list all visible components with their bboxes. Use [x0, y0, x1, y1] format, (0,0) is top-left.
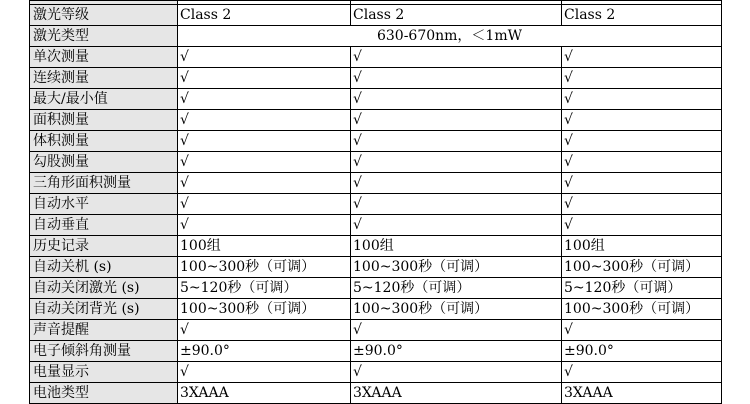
table-row	[30, 194, 722, 215]
value-cell-model-2: √	[351, 131, 562, 152]
value-cell-model-3: 3XAAA	[562, 383, 722, 404]
value-cell-model-3: 100~300秒（可调）	[562, 299, 722, 320]
table-row	[30, 320, 722, 341]
row-label: 单次测量	[30, 47, 178, 68]
value-cell-model-2: 100组	[351, 236, 562, 257]
table-row	[30, 26, 722, 47]
value-cell-model-2: √	[351, 362, 562, 383]
row-label: 激光等级	[30, 5, 178, 26]
value-cell-model-1: √	[178, 194, 351, 215]
value-cell-model-2: √	[351, 89, 562, 110]
value-cell-model-1: √	[178, 173, 351, 194]
row-label: 最大/最小值	[30, 89, 178, 110]
value-cell-model-1: 5~120秒（可调）	[178, 278, 351, 299]
value-cell-model-3: 100组	[562, 236, 722, 257]
value-cell-model-3: √	[562, 362, 722, 383]
value-cell-model-1: √	[178, 89, 351, 110]
value-cell-model-2: √	[351, 152, 562, 173]
row-label: 自动垂直	[30, 215, 178, 236]
value-cell-model-2: √	[351, 215, 562, 236]
row-label: 三角形面积测量	[30, 173, 178, 194]
row-label: 历史记录	[30, 236, 178, 257]
row-label: 自动水平	[30, 194, 178, 215]
value-cell-model-3: √	[562, 47, 722, 68]
value-cell-model-1: ±90.0°	[178, 341, 351, 362]
table-row	[30, 89, 722, 110]
table-row	[30, 362, 722, 383]
row-label: 体积测量	[30, 131, 178, 152]
spec-table-body	[30, 1, 722, 404]
value-cell-model-2: ±90.0°	[351, 341, 562, 362]
value-cell-model-1: √	[178, 320, 351, 341]
value-cell-model-3: √	[562, 173, 722, 194]
table-row	[30, 131, 722, 152]
value-cell-model-2: √	[351, 110, 562, 131]
row-label: 电量显示	[30, 362, 178, 383]
table-row	[30, 173, 722, 194]
value-cell-model-3: √	[562, 194, 722, 215]
value-cell-model-3: √	[562, 215, 722, 236]
value-cell-model-3: √	[562, 131, 722, 152]
table-row	[30, 299, 722, 320]
row-label: 自动关机 (s)	[30, 257, 178, 278]
value-cell-model-2: √	[351, 320, 562, 341]
row-label: 连续测量	[30, 68, 178, 89]
value-cell-model-2: 100~300秒（可调）	[351, 257, 562, 278]
value-cell-model-3: ±90.0°	[562, 341, 722, 362]
value-cell-model-3: √	[562, 68, 722, 89]
value-cell-model-1: Class 2	[178, 5, 351, 26]
value-cell-model-1: 100组	[178, 236, 351, 257]
value-cell-model-1: √	[178, 110, 351, 131]
value-cell-model-1: 100~300秒（可调）	[178, 299, 351, 320]
table-row	[30, 257, 722, 278]
table-row	[30, 110, 722, 131]
value-cell-model-1: 100~300秒（可调）	[178, 257, 351, 278]
table-row	[30, 152, 722, 173]
row-label: 自动关闭背光 (s)	[30, 299, 178, 320]
table-row	[30, 47, 722, 68]
value-cell-model-2: √	[351, 173, 562, 194]
row-label: 勾股测量	[30, 152, 178, 173]
value-cell-model-1: √	[178, 362, 351, 383]
table-row	[30, 236, 722, 257]
value-cell-model-2: 3XAAA	[351, 383, 562, 404]
value-cell-model-1: 3XAAA	[178, 383, 351, 404]
value-cell-model-1: √	[178, 68, 351, 89]
row-label: 自动关闭激光 (s)	[30, 278, 178, 299]
row-label: 电子倾斜角测量	[30, 341, 178, 362]
table-row	[30, 341, 722, 362]
table-row	[30, 383, 722, 404]
value-cell-model-3: Class 2	[562, 5, 722, 26]
row-label: 电池类型	[30, 383, 178, 404]
value-cell-model-2: √	[351, 47, 562, 68]
value-cell-model-1: √	[178, 131, 351, 152]
row-label: 激光类型	[30, 26, 178, 47]
value-cell-model-3: 5~120秒（可调）	[562, 278, 722, 299]
table-row	[30, 215, 722, 236]
table-row	[30, 5, 722, 26]
value-cell-model-3: √	[562, 320, 722, 341]
merged-value-cell: 630-670nm，＜1mW	[178, 26, 722, 47]
value-cell-model-3: √	[562, 89, 722, 110]
value-cell-model-2: 5~120秒（可调）	[351, 278, 562, 299]
value-cell-model-2: Class 2	[351, 5, 562, 26]
row-label: 面积测量	[30, 110, 178, 131]
row-label: 声音提醒	[30, 320, 178, 341]
spec-table	[29, 0, 722, 404]
value-cell-model-3: 100~300秒（可调）	[562, 257, 722, 278]
value-cell-model-2: √	[351, 194, 562, 215]
value-cell-model-1: √	[178, 152, 351, 173]
table-row	[30, 68, 722, 89]
value-cell-model-2: √	[351, 68, 562, 89]
table-row	[30, 278, 722, 299]
value-cell-model-1: √	[178, 215, 351, 236]
value-cell-model-2: 100~300秒（可调）	[351, 299, 562, 320]
value-cell-model-3: √	[562, 152, 722, 173]
value-cell-model-3: √	[562, 110, 722, 131]
value-cell-model-1: √	[178, 47, 351, 68]
